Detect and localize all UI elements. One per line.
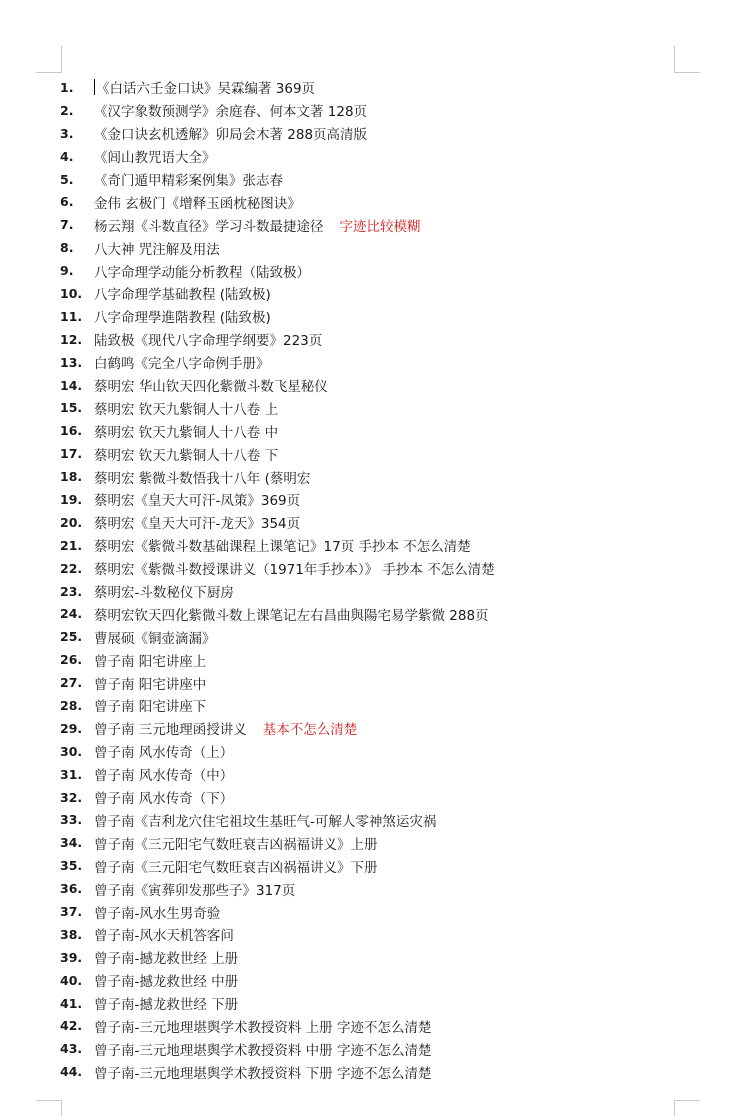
list-item[interactable] [60,580,700,603]
crop-mark-bottom-right-h [674,1100,700,1101]
list-item[interactable] [60,854,700,877]
crop-mark-top-left-v [61,46,62,73]
list-item-text: 蔡明宏 紫微斗数悟我十八年 (蔡明宏 [94,470,311,487]
list-item[interactable] [60,877,700,900]
list-item-note: 字迹比较模糊 [339,218,421,235]
list-item-number: 31. [60,766,83,782]
list-item-number: 4. [60,148,74,164]
list-item[interactable] [60,648,700,671]
list-item-text: 曾子南-风水天机答客问 [94,928,234,945]
list-item-number: 20. [60,514,83,530]
list-item-text: 曾子南 风水传奇（下） [94,791,234,808]
list-item[interactable] [60,282,700,305]
list-item[interactable] [60,419,700,442]
list-item[interactable] [60,259,700,282]
list-item-number: 13. [60,354,83,370]
list-item-number: 35. [60,858,83,874]
list-item[interactable] [60,511,700,534]
list-item[interactable] [60,351,700,374]
list-item[interactable] [60,190,700,213]
list-item[interactable] [60,534,700,557]
list-item[interactable] [60,946,700,969]
list-item[interactable] [60,396,700,419]
list-item-number: 33. [60,812,83,828]
list-item-number: 14. [60,377,83,393]
list-item-text: 《汉字象数预测学》余庭春、何本文著 128页 [94,104,368,121]
list-item[interactable] [60,465,700,488]
list-item-text: 蔡明宏-斗数秘仪下厨房 [94,585,234,602]
list-item-note: 基本不怎么清楚 [262,722,358,739]
list-item[interactable] [60,969,700,992]
list-item-number: 26. [60,652,83,668]
list-item-number: 36. [60,881,83,897]
list-item-number: 23. [60,583,83,599]
list-item-text: 八字命理学基础教程 (陆致极) [94,287,271,304]
list-item-number: 34. [60,835,83,851]
list-item[interactable] [60,740,700,763]
list-item-text: 曾子南-风水生男奇验 [94,905,221,922]
list-item-number: 21. [60,537,83,553]
list-item[interactable] [60,809,700,832]
list-item-number: 29. [60,720,83,736]
list-item-text: 蔡明宏《皇天大可汗-凤策》369页 [94,493,301,510]
list-item[interactable] [60,305,700,328]
list-item-number: 27. [60,675,83,691]
list-item-number: 18. [60,469,83,485]
list-item-text: 杨云翔《斗数直径》学习斗数最捷途径 [94,218,324,235]
list-item[interactable] [60,1060,700,1083]
crop-mark-bottom-left-v [61,1100,62,1116]
list-item[interactable] [60,717,700,740]
list-item-text: 蔡明宏 钦天九紫铜人十八卷 中 [94,424,279,441]
list-item-text: 曾子南 阳宅讲座下 [94,699,207,716]
list-item-number: 30. [60,743,83,759]
list-item-text: 曾子南《吉利龙穴住宅祖坟生基旺气-可解人零神煞运灾祸 [94,813,437,830]
list-item-number: 9. [60,263,74,279]
list-item[interactable] [60,557,700,580]
list-item-text: 八字命理學進階教程 (陆致极) [94,310,271,327]
crop-mark-top-left-h [36,72,62,73]
list-item-number: 42. [60,1018,83,1034]
list-item[interactable] [60,992,700,1015]
list-item-number: 11. [60,308,83,324]
list-item-text: 蔡明宏《皇天大可汗-龙天》354页 [94,516,301,533]
list-item[interactable] [60,145,700,168]
list-item-text: 《闾山教咒语大全》 [94,150,216,167]
list-item-text: 曾子南-三元地理堪舆学术教授资料 中册 字迹不怎么清楚 [94,1042,432,1059]
list-item-text: 陆致极《现代八字命理学纲要》223页 [94,333,323,350]
list-item-text: 《奇门遁甲精彩案例集》张志春 [94,173,283,189]
list-item-text: 蔡明宏《紫微斗数基础课程上课笔记》17页 手抄本 不怎么清楚 [94,539,471,556]
list-item[interactable] [60,786,700,809]
list-item-number: 38. [60,926,83,942]
list-item-number: 3. [60,125,74,141]
list-item[interactable] [60,122,700,145]
list-item[interactable] [60,76,700,99]
list-item-text: 蔡明宏钦天四化紫微斗数上课笔记左右昌曲與陽宅易学紫微 288页 [94,607,489,624]
list-item-number: 41. [60,995,83,1011]
list-item-number: 16. [60,423,83,439]
list-item-text: 金伟 玄极门《增释玉函枕秘图诀》 [94,195,301,212]
list-item-text: 曾子南-三元地理堪舆学术教授资料 上册 字迹不怎么清楚 [94,1019,432,1036]
list-item-number: 39. [60,949,83,965]
list-item[interactable] [60,900,700,923]
crop-mark-bottom-right-v [674,1100,675,1116]
list-item[interactable] [60,625,700,648]
list-item-text: 曾子南 阳宅讲座中 [94,676,207,693]
list-item[interactable] [60,923,700,946]
list-item-number: 43. [60,1041,83,1057]
list-item-text: 曾子南 风水传奇（中） [94,768,234,785]
list-item-text: 《白话六壬金口诀》吴霖编著 369页 [96,81,316,98]
list-item-number: 28. [60,697,83,713]
list-item-number: 12. [60,331,83,347]
list-item-text: 曾子南-撼龙救世经 中册 [94,974,239,991]
list-item-text: 八大神 咒注解及用法 [94,241,220,258]
list-item[interactable] [60,671,700,694]
list-item-number: 44. [60,1064,83,1080]
list-item-text: 白鹤鸣《完全八字命例手册》 [94,356,270,373]
list-item[interactable] [60,442,700,465]
list-item-text: 曾子南-三元地理堪舆学术教授资料 下册 字迹不怎么清楚 [94,1065,432,1082]
list-item[interactable] [60,1037,700,1060]
list-item[interactable] [60,99,700,122]
list-item[interactable] [60,374,700,397]
list-item-number: 10. [60,285,83,301]
list-item-text: 曾子南 风水传奇（上） [94,745,234,762]
list-item-text: 蔡明宏 钦天九紫铜人十八卷 下 [94,447,279,464]
list-item-number: 24. [60,606,83,622]
list-item-text: 蔡明宏《紫微斗数授课讲义（1971年手抄本）》 手抄本 不怎么清楚 [94,562,495,579]
list-item-text: 曾子南-撼龙救世经 下册 [94,997,239,1014]
list-item-text: 曹展硕《铜壶滴漏》 [94,630,216,647]
list-item[interactable] [60,328,700,351]
list-item[interactable] [60,831,700,854]
list-item[interactable] [60,763,700,786]
list-item-number: 7. [60,217,74,233]
crop-mark-bottom-left-h [36,1100,62,1101]
list-item-text: 八字命理学动能分析教程（陆致极） [94,264,310,281]
list-item-number: 5. [60,171,74,187]
list-item-number: 17. [60,446,83,462]
crop-mark-top-right-h [674,72,700,73]
list-item[interactable] [60,236,700,259]
list-item[interactable] [60,694,700,717]
list-item-text: 曾子南《三元阳宅气数旺衰吉凶祸福讲义》下册 [94,859,378,876]
list-item-number: 2. [60,102,74,118]
list-item[interactable] [60,1015,700,1038]
text-cursor [94,79,95,95]
list-item-text: 曾子南 三元地理函授讲义 [94,722,247,739]
list-item-number: 37. [60,904,83,919]
list-item[interactable] [60,213,700,236]
list-item-text: 曾子南《寅葬卯发那些子》317页 [94,882,296,899]
list-item-number: 1. [60,79,74,95]
list-item-number: 8. [60,240,74,256]
list-item[interactable] [60,168,700,191]
list-item-number: 19. [60,491,83,507]
list-item-number: 15. [60,400,83,416]
list-item-text: 蔡明宏 钦天九紫铜人十八卷 上 [94,401,279,418]
list-item-text: 蔡明宏 华山钦天四化紫微斗数飞星秘仪 [94,379,328,396]
crop-mark-top-right-v [674,46,675,73]
list-item-number: 32. [60,789,83,805]
list-item-text: 曾子南《三元阳宅气数旺衰吉凶祸福讲义》上册 [94,836,378,853]
list-item-number: 40. [60,972,83,988]
list-item-number: 25. [60,629,83,645]
list-item-text: 曾子南 阳宅讲座上 [94,653,207,670]
book-list [60,76,700,1083]
list-item-number: 22. [60,560,83,576]
list-item[interactable] [60,488,700,511]
list-item[interactable] [60,602,700,625]
list-item-text: 《金口诀玄机透解》卯局会木著 288页高清版 [94,127,368,144]
list-item-text: 曾子南-撼龙救世经 上册 [94,951,239,968]
list-item-number: 6. [60,194,74,210]
